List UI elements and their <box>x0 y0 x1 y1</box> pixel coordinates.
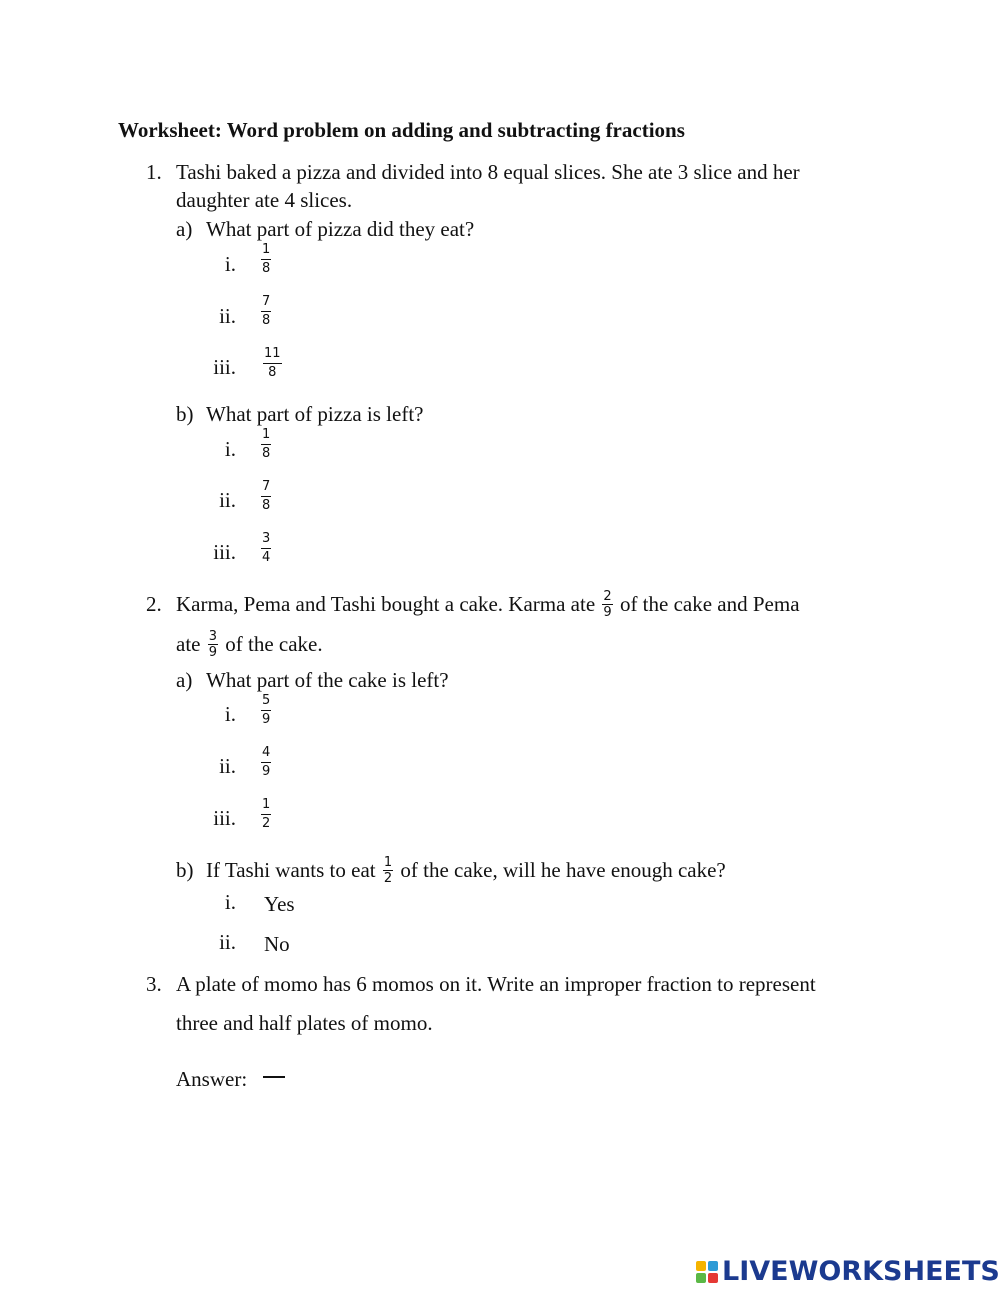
q1a-option-3-fraction[interactable] <box>263 347 282 380</box>
q2b-text-post: of the cake, will he have enough cake? <box>400 858 726 882</box>
q1b-text: What part of pizza is left? <box>206 402 424 426</box>
fraction-denominator: 9 <box>262 764 271 779</box>
q2a-option-2-roman: ii. <box>219 754 236 778</box>
q2b-fraction <box>383 856 393 885</box>
logo-text: LIVEWORKSHEETS <box>722 1256 1000 1287</box>
logo-block-yellow <box>696 1261 706 1271</box>
logo-block-blue <box>708 1261 718 1271</box>
q1a-option-1-fraction[interactable] <box>261 243 271 276</box>
logo-blocks-icon <box>696 1261 718 1283</box>
q2b-option-no[interactable]: No <box>264 932 290 956</box>
q1a-option-1-roman: i. <box>224 252 236 276</box>
q2a-option-3-roman: iii. <box>213 806 236 830</box>
q1b-option-2-roman: ii. <box>219 488 236 512</box>
q1a-option-3-roman: iii. <box>213 355 236 379</box>
q2a-label: a) <box>176 668 193 692</box>
q1a-label: a) <box>176 217 193 241</box>
fraction-denominator: 8 <box>262 446 271 461</box>
q2b-text <box>206 856 726 887</box>
fraction-denominator: 2 <box>383 870 393 886</box>
q1b-option-2-fraction[interactable] <box>261 480 271 513</box>
fraction-numerator: 5 <box>262 693 271 708</box>
q2-text-line1-post: of the cake and Pema <box>619 592 800 616</box>
q1b-option-3-roman: iii. <box>213 540 236 564</box>
q2-text-line2 <box>176 630 323 661</box>
fraction-denominator: 8 <box>262 498 271 513</box>
q2b-text-pre: If Tashi wants to eat <box>206 858 376 882</box>
q3-text-line2: three and half plates of momo. <box>176 1011 433 1035</box>
q2a-option-2-fraction[interactable] <box>261 746 271 779</box>
fraction-denominator: 9 <box>208 644 218 660</box>
q2a-option-1-fraction[interactable] <box>261 694 271 727</box>
fraction-numerator: 7 <box>262 294 271 309</box>
q2b-option-yes[interactable]: Yes <box>264 892 295 916</box>
q1b-option-1-fraction[interactable] <box>261 428 271 461</box>
q1b-label: b) <box>176 402 194 426</box>
q1-text-line2: daughter ate 4 slices. <box>176 188 353 212</box>
q1b-option-3-fraction[interactable] <box>261 532 271 565</box>
logo-block-green <box>696 1273 706 1283</box>
liveworksheets-logo <box>696 1256 1000 1287</box>
q3-answer-label: Answer: <box>176 1067 248 1091</box>
fraction-numerator: 1 <box>262 242 271 257</box>
q2-fraction-karma <box>602 590 612 619</box>
fraction-numerator: 7 <box>262 479 271 494</box>
q3-text-line1: A plate of momo has 6 momos on it. Write an improper fraction to represent <box>176 972 816 996</box>
fraction-numerator: 2 <box>603 588 612 604</box>
q1a-text: What part of pizza did they eat? <box>206 217 475 241</box>
fraction-denominator: 9 <box>262 712 271 727</box>
fraction-denominator: 9 <box>603 604 612 620</box>
q1-text-line1: Tashi baked a pizza and divided into 8 equal slices. She ate 3 slice and her <box>176 160 800 184</box>
fraction-numerator: 1 <box>383 854 393 870</box>
fraction-numerator: 4 <box>262 745 271 760</box>
fraction-numerator: 3 <box>262 531 271 546</box>
fraction-numerator: 11 <box>264 346 281 361</box>
q1-number: 1. <box>146 160 162 184</box>
q1a-option-2-fraction[interactable] <box>261 295 271 328</box>
q3-number: 3. <box>146 972 162 996</box>
q2-text-line1 <box>176 590 800 621</box>
fraction-denominator: 8 <box>262 313 271 328</box>
logo-block-red <box>708 1273 718 1283</box>
fraction-numerator: 3 <box>208 628 218 644</box>
q2-text-line2-pre: ate <box>176 632 201 656</box>
q2a-option-3-fraction[interactable] <box>261 798 271 831</box>
q2b-option-1-roman: i. <box>224 890 236 914</box>
q2-text-line1-pre: Karma, Pema and Tashi bought a cake. Karma ate <box>176 592 596 616</box>
fraction-denominator: 8 <box>268 365 277 380</box>
fraction-denominator: 4 <box>262 550 271 565</box>
q2-number: 2. <box>146 592 162 616</box>
q1b-option-1-roman: i. <box>224 437 236 461</box>
worksheet-title: Worksheet: Word problem on adding and subtracting fractions <box>118 118 685 142</box>
fraction-denominator: 8 <box>262 261 271 276</box>
q2a-text: What part of the cake is left? <box>206 668 449 692</box>
q2-fraction-pema <box>208 630 218 659</box>
q2b-option-2-roman: ii. <box>219 930 236 954</box>
q2a-option-1-roman: i. <box>224 702 236 726</box>
fraction-denominator: 2 <box>262 816 271 831</box>
q3-answer-fraction-input[interactable] <box>263 1076 285 1078</box>
fraction-numerator: 1 <box>262 797 271 812</box>
q1a-option-2-roman: ii. <box>219 304 236 328</box>
q2b-label: b) <box>176 858 194 882</box>
q2-text-line2-post: of the cake. <box>225 632 323 656</box>
fraction-numerator: 1 <box>262 427 271 442</box>
